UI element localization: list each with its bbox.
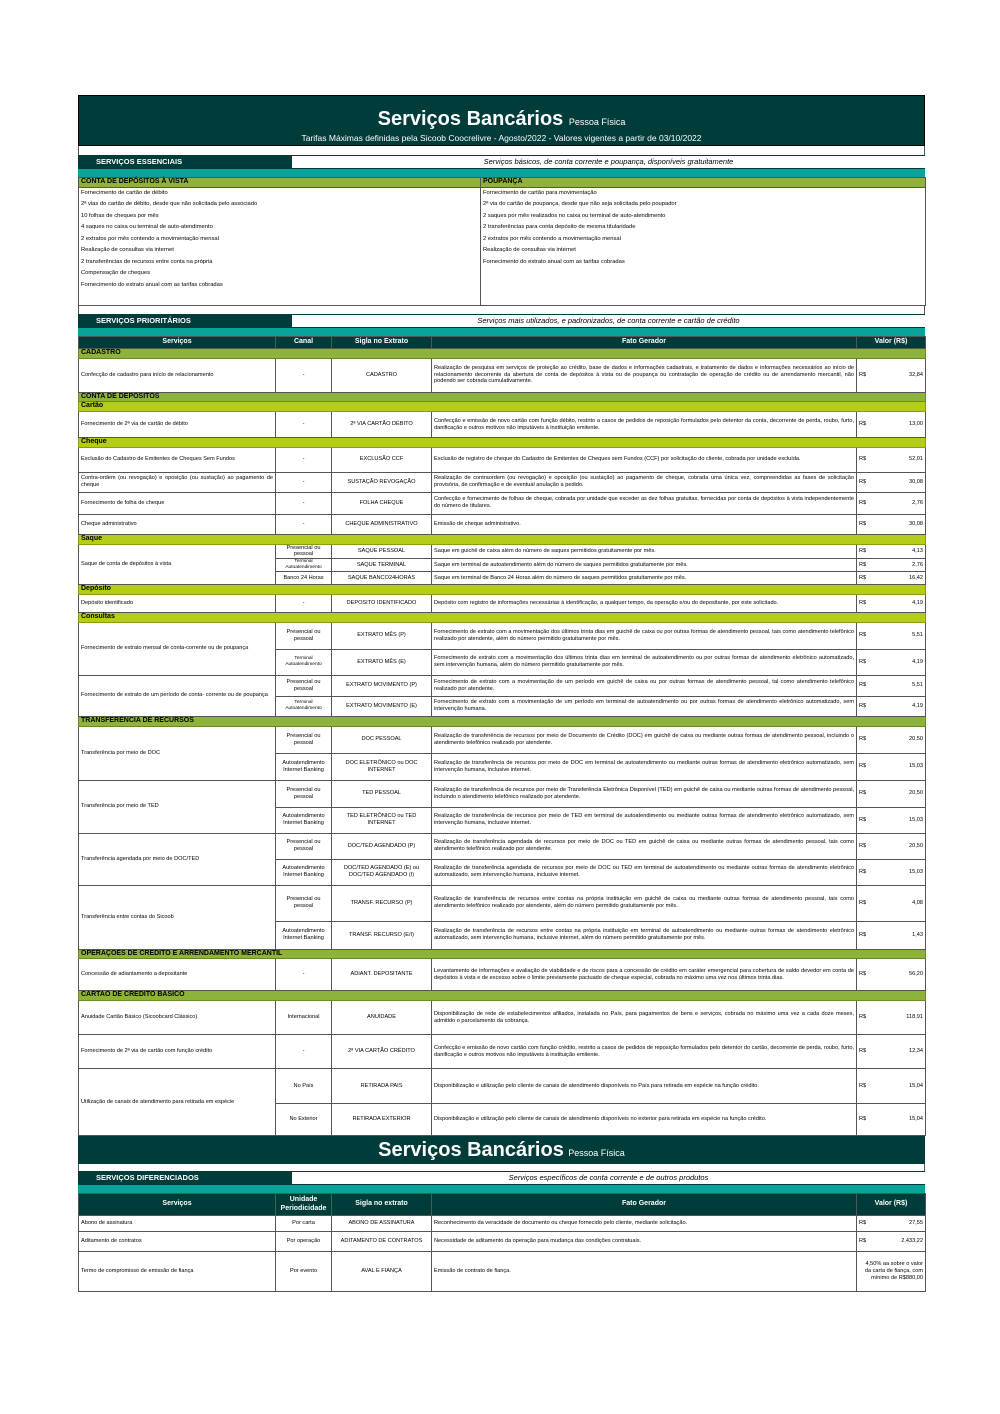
- table-row: Saque de conta de depósitos à vista Presencial ou pessoal SAQUE PESSOAL Saque em guichê de caixa além do número de saques permitidos gratuitamente por mês. R$ 4,13: [79, 544, 926, 559]
- table-row: Fornecimento de extrato de um período de conta- corrente ou de poupança Presencial ou pessoal EXTRATO MOVIMENTO (P) Fornecimento de extrato com a movimentação de um período em guichê de caixa ou por outras formas de atendimento pessoal, tal como atendimento telefônico realizado por atendente. R$ 5,51: [79, 675, 926, 696]
- diferenciados-table: Serviços Unidade Periodicidade Sigla no extrato Fato Gerador Valor (R$) Abono de assinatura Por carta ABONO DE ASSINATURA Reconhecimento da veracidade de documento ou cheque fornecido pelo cliente, mediante solicitação. R$ 27,55 Aditamento de contratos Por operação ADITAMENTO DE CONTRATOS Necessidade de aditamento da operação para mudança das condições contratuais. R$ 2.433,22 Termo de compromisso de emissão de fiança Por evento AVAL E FIANÇA Emissão de contrato de fiança. 4,50% aa sobre o valor da carta de fiança, com mínimo de R$880,00: [78, 1193, 926, 1292]
- essenciais-table: CONTA DE DEPÓSITOS À VISTA POUPANÇA Fornecimento de cartão de débito 2ª vias do cartão de débito, desde que não solicitada pelo associado 10 folhas de cheques por mês 4 saques no caixa ou terminal de auto-atendimento 2 extratos por mês contendo a movimentação mensal Realização de consultas via internet 2 transferências de recursos entre conta na própria Compensação de cheques Fornecimento do extrato anual com as tarifas cobradas Fornecimento de cartão para movimentação 2ª via do cartão de poupança, desde que não seja solicitada pelo poupador 2 saques por mês realizados no caixa ou terminal de auto-atendimento 2 transferências para conta depósito de mesma titularidade 2 extratos por mês contendo a movimentação mensal Realização de consultas via internet Fornecimento do extrato anual com as tarifas cobradas: [78, 177, 926, 306]
- table-row: Banco 24 Horas SAQUE BANCO24HORAS Saque em terminal de Banco 24 Horas além do número de saques permitidos gratuitamente por mês. R$ 16,42: [79, 572, 926, 585]
- table-row: Autoatendimento Internet Banking TED ELETRÔNICO ou TED INTERNET Realização de transferência de recursos por meio de TED em terminal de autoatendimento ou mediante outras formas de atendimento eletrônico automatizado, sem intervenção humana, inclusive internet. R$ 15,03: [79, 807, 926, 833]
- table-row: Fornecimento de 2ª via de cartão com função crédito - 2ª VIA CARTÃO CRÉDITO Confecção e emissão de novo cartão com função crédito, restrito a casos de pedidos de reposição formulados pelo detentor do cartão, decorrente de perda, roubo, furto, danificação e outros motivos não imputáveis à instituição emitente. R$ 12,34: [79, 1035, 926, 1069]
- list-poupanca: Fornecimento de cartão para movimentação 2ª via do cartão de poupança, desde que não seja solicitada pelo poupador 2 saques por mês realizados no caixa ou terminal de auto-atendimento 2 transferências para conta depósito de mesma titularidade 2 extratos por mês contendo a movimentação mensal Realização de consultas via internet Fornecimento do extrato anual com as tarifas cobradas: [481, 187, 926, 305]
- section-diferenciados: SERVIÇOS DIFERENCIADOS Serviços específicos de conta corrente e de outros produtos: [78, 1171, 925, 1185]
- table-row: Termo de compromisso de emissão de fiança Por evento AVAL E FIANÇA Emissão de contrato de fiança. 4,50% aa sobre o valor da carta de fiança, com mínimo de R$880,00: [79, 1252, 926, 1292]
- table-row: No Exterior RETIRADA EXTERIOR Disponibilização e utilização pelo cliente de canais de atendimento disponíveis no exterior para retirada em espécie na função crédito. R$ 15,04: [79, 1104, 926, 1136]
- table-row: Autoatendimento Internet Banking DOC/TED AGENDADO (E) ou DOC/TED AGENDADO (I) Realização de transferência agendada de recursos por meio de DOC ou TED em terminal de autoatendimento ou mediante outras formas de atendimento eletrônico automatizado, sem intervenção humana, inclusive internet. R$ 15,03: [79, 859, 926, 885]
- section-essenciais: SERVIÇOS ESSENCIAIS Serviços básicos, de conta corrente e poupança, disponíveis gratuitamente: [78, 155, 925, 169]
- header-banner: [78, 95, 925, 146]
- table-row: Transferência por meio de TED Presencial ou pessoal TED PESSOAL Realização de transferência de recursos por meio de Transferência Eletrônica Disponível (TED) em guichê de caixa ou mediante outras formas de atendimento pessoal, incluindo o atendimento telefônico realizado por atendente. R$ 20,50: [79, 780, 926, 807]
- prioritarios-table: Serviços Canal Sigla no Extrato Fato Gerador Valor (R$) CADASTRO Confecção de cadastro para início de relacionamento - CADASTRO Realização de pesquisa em serviços de proteção ao crédito, base de dados e informações cadastrais, e tratamento de dados e informações necessários ao início de relacionamento decorrente da abertura de conta de depósitos à vista ou de poupança ou contratação de operação de crédito ou de arrendamento mercantil, não podendo ser cobrada cumulativamente. R$ 32,84 CONTA DE DEPOSITOS Cartão Fornecimento de 2ª via de cartão de débito - 2ª VIA CARTÃO DÉBITO Confecção e emissão de novo cartão com função débito, restrito a casos de pedidos de reposição formulados pelo detentor da conta, decorrente de perda, roubo, furto, danificação e outros motivos não imputáveis à instituição emitente. R$ 13,00 Cheque Exclusão do Cadastro de Emitentes de Cheques Sem Fundos - EXCLUSÃO CCF Exclusão de registro de cheque do Cadastro de Emitentes de Cheques sem Fundos (CCF) por solicitação do cliente, cobrada por unidade excluída. R$ 52,01 Contra-ordem (ou revogação) e oposição (ou sustação) ao pagamento de cheque - SUSTAÇÃO REVOGAÇÃO Realização de contraordem (ou revogação) e oposição (ou sustação) ao pagamento de cheque, cobrada uma única vez, compreendidas as fases de solicitação provisória, de confirmação e de eventual anulação a pedido. R$ 30,08 Fornecimento de folha de cheque - FOLHA CHEQUE Confecção e fornecimento de folhas de cheque, cobrada por unidade que exceder as dez folhas gratuitas, fornecidas por conta de depósitos à vista independentemente do número de titulares. R$ 2,76 Cheque administrativo - CHEQUE ADMINISTRATIVO Emissão de cheque administrativo. R$ 30,08 Saque Saque de conta de depósitos à vista Presencial ou pessoal SAQUE PESSOAL Saque em guichê de caixa além do número de saques permitidos gratuitamente por mês. R$ 4,13 Terminal Autoatendimento SAQUE TERMINAL Saque em terminal de autoatendimento além do número de saques permitidos gratuitamente por mês. R$ 2,76 Banco 24 Horas SAQUE BANCO24HORAS Saque em terminal de Banco 24 Horas além do número de saques permitidos gratuitamente por mês. R$ 16,42 Depósito Depósito identificado - DEPOSITO IDENTIFICADO Depósito com registro de informações necessárias à identificação, a qualquer tempo, da operação e/ou do depositante, por este solicitado. R$ 4,19 Consultas Fornecimento de extrato mensal de conta-corrente ou de poupança Presencial ou pessoal EXTRATO MÊS (P) Fornecimento de extrato com a movimentação dos últimos trinta dias em guichê de caixa ou por outras formas de atendimento pessoal, tais como atendimento telefônico realizado por atendente, além do número permitido gratuitamente por mês. R$ 5,51 Terminal Autoatendimento EXTRATO MÊS (E) Fornecimento de extrato com a movimentação dos últimos trinta dias em terminal de autoatendimento ou por outras formas de atendimento eletrônico automatizado, sem intervenção humana, além do número permitido gratuitamente por mês. R$ 4,19 Fornecimento de extrato de um período de conta- corrente ou de poupança Presencial ou pessoal EXTRATO MOVIMENTO (P) Fornecimento de extrato com a movimentação de um período em guichê de caixa ou por outras formas de atendimento pessoal, tal como atendimento telefônico realizado por atendente. R$ 5,51 Terminal Autoatendimento EXTRATO MOVIMENTO (E) Fornecimento de extrato com a movimentação de um período em terminal de autoatendimento ou por outras formas de atendimento eletrônico automatizado, sem intervenção humana. R$ 4,19 TRANSFERENCIA DE RECURSOS Transferência por meio de DOC Presencial ou pessoal DOC PESSOAL Realização de transferência de recursos por meio de Documento de Crédito (DOC) em guichê de caixa ou mediante outras formas de atendimento pessoal, incluindo o atendimento telefônico realizado por atendente. R$ 20,50 Autoatendimento Internet Banking DOC ELETRÔNICO ou DOC INTERNET Realização de transferência de recursos por meio de DOC em terminal de autoatendimento ou mediante outras formas de atendimento eletrônico automatizado, sem intervenção humana, inclusive internet. R$ 15,03 Transferência por meio de TED Presencial ou pessoal TED PESSOAL Realização de transferência de recursos por meio de Transferência Eletrônica Disponível (TED) em guichê de caixa ou mediante outras formas de atendimento pessoal, incluindo o atendimento telefônico realizado por atendente. R$ 20,50 Autoatendimento Internet Banking TED ELETRÔNICO ou TED INTERNET Realização de transferência de recursos por meio de TED em terminal de autoatendimento ou mediante outras formas de atendimento eletrônico automatizado, sem intervenção humana, inclusive internet. R$ 15,03 Transferência agendada por meio de DOC/TED Presencial ou pessoal DOC/TED AGENDADO (P) Realização de transferência agendada de recursos por meio de DOC ou TED em guichê de caixa ou mediante outras formas de atendimento pessoal, tais como atendimento telefônico realizado por atendente. R$ 20,50 Autoatendimento Internet Banking DOC/TED AGENDADO (E) ou DOC/TED AGENDADO (I) Realização de transferência agendada de recursos por meio de DOC ou TED em terminal de autoatendimento ou mediante outras formas de atendimento eletrônico automatizado, sem intervenção humana, inclusive internet. R$ 15,03 Transferência entre contas do Sicoob Presencial ou pessoal TRANSF. RECURSO (P) Realização de transferência de recursos entre contas na própria instituição em guichê de caixa ou mediante outras formas de atendimento pessoal, tais como atendimento telefônico realizado por atendente, além do número permitido gratuitamente por mês. R$ 4,08 Autoatendimento Internet Banking TRANSF. RECURSO (E/I) Realização de transferência de recursos entre contas na própria instituição em terminal de autoatendimento ou mediante outras formas de atendimento eletrônico automatizado, sem intervenção humana, inclusive internet, além do número permitido gratuitamente por mês. R$ 1,43 OPERAÇOES DE CREDITO E ARRENDAMENTO MERCANTIL Concessão de adiantamento a depositante - ADIANT. DEPOSITANTE Levantamento de informações e avaliação de viabilidade e de riscos para a concessão de crédito em caráter emergencial para cobertura de saldo devedor em conta de depósitos à vista e de excesso sobre o limite previamente pactuado de cheque especial, cobrada no máximo uma vez nos últimos trinta dias. R$ 56,20 CARTAO DE CREDITO BASICO Anuidade Cartão Básico (Sicoobcard Clássico) Internacional ANUIDADE Disponibilização de rede de estabelecimentos afiliados, instalada no País, para pagamentos de bens e serviços, cobrada no máximo uma vez a cada doze meses, admitido o parcelamento da cobrança. R$ 118,91 Fornecimento de 2ª via de cartão com função crédito - 2ª VIA CARTÃO CRÉDITO Confecção e emissão de novo cartão com função crédito, restrito a casos de pedidos de reposição formulados pelo detentor do cartão, decorrente de perda, roubo, furto, danificação e outros motivos não imputáveis à instituição emitente. R$ 12,34 Utilização de canais de atendimento para retirada em espécie No País RETIRADA PAIS Disponibilização e utilização pelo cliente de canais de atendimento disponíveis no País para retirada em espécie na função crédito. R$ 15,04 No Exterior RETIRADA EXTERIOR Disponibilização e utilização pelo cliente de canais de atendimento disponíveis no exterior para retirada em espécie na função crédito. R$ 15,04: [78, 336, 926, 1136]
- page-title: Serviços Bancários: [377, 108, 564, 130]
- table-row: Fornecimento de folha de cheque - FOLHA CHEQUE Confecção e fornecimento de folhas de cheque, cobrada por unidade que exceder as dez folhas gratuitas, fornecidas por conta de depósitos à vista independentemente do número de titulares. R$ 2,76: [79, 492, 926, 514]
- table-row: Transferência entre contas do Sicoob Presencial ou pessoal TRANSF. RECURSO (P) Realização de transferência de recursos entre contas na própria instituição em guichê de caixa ou mediante outras formas de atendimento pessoal, tais como atendimento telefônico realizado por atendente, além do número permitido gratuitamente por mês. R$ 4,08: [79, 885, 926, 921]
- table-row: Cheque administrativo - CHEQUE ADMINISTRATIVO Emissão de cheque administrativo. R$ 30,08: [79, 514, 926, 534]
- table-row: Transferência agendada por meio de DOC/TED Presencial ou pessoal DOC/TED AGENDADO (P) Realização de transferência agendada de recursos por meio de DOC ou TED em guichê de caixa ou mediante outras formas de atendimento pessoal, tais como atendimento telefônico realizado por atendente. R$ 20,50: [79, 833, 926, 859]
- table-row: Confecção de cadastro para início de relacionamento - CADASTRO Realização de pesquisa em serviços de proteção ao crédito, base de dados e informações cadastrais, e tratamento de dados e informações necessários ao início de relacionamento decorrente da abertura de conta de depósitos à vista ou de poupança ou contratação de operação de crédito ou de arrendamento mercantil, não podendo ser cobrada cumulativamente. R$ 32,84: [79, 358, 926, 392]
- table-row: Exclusão do Cadastro de Emitentes de Cheques Sem Fundos - EXCLUSÃO CCF Exclusão de registro de cheque do Cadastro de Emitentes de Cheques sem Fundos (CCF) por solicitação do cliente, cobrada por unidade excluída. R$ 52,01: [79, 447, 926, 472]
- list-conta-deposito: Fornecimento de cartão de débito 2ª vias do cartão de débito, desde que não solicitada pelo associado 10 folhas de cheques por mês 4 saques no caixa ou terminal de auto-atendimento 2 extratos por mês contendo a movimentação mensal Realização de consultas via internet 2 transferências de recursos entre conta na própria Compensação de cheques Fornecimento do extrato anual com as tarifas cobradas: [79, 187, 481, 305]
- table-row: Anuidade Cartão Básico (Sicoobcard Clássico) Internacional ANUIDADE Disponibilização de rede de estabelecimentos afiliados, instalada no País, para pagamentos de bens e serviços, cobrada no máximo uma vez a cada doze meses, admitido o parcelamento da cobrança. R$ 118,91: [79, 1001, 926, 1035]
- table-row: Terminal Autoatendimento SAQUE TERMINAL Saque em terminal de autoatendimento além do número de saques permitidos gratuitamente por mês. R$ 2,76: [79, 559, 926, 572]
- table-row: Concessão de adiantamento a depositante - ADIANT. DEPOSITANTE Levantamento de informações e avaliação de viabilidade e de riscos para a concessão de crédito em caráter emergencial para cobertura de saldo devedor em conta de depósitos à vista e de excesso sobre o limite previamente pactuado de cheque especial, cobrada no máximo uma vez nos últimos trinta dias. R$ 56,20: [79, 959, 926, 991]
- table-row: Aditamento de contratos Por operação ADITAMENTO DE CONTRATOS Necessidade de aditamento da operação para mudança das condições contratuais. R$ 2.433,22: [79, 1232, 926, 1252]
- table-row: Autoatendimento Internet Banking TRANSF. RECURSO (E/I) Realização de transferência de recursos entre contas na própria instituição em terminal de autoatendimento ou mediante outras formas de atendimento eletrônico automatizado, sem intervenção humana, inclusive internet, além do número permitido gratuitamente por mês. R$ 1,43: [79, 921, 926, 949]
- tariff-sheet: [78, 95, 925, 1292]
- table-row: Depósito identificado - DEPOSITO IDENTIFICADO Depósito com registro de informações necessárias à identificação, a qualquer tempo, da operação e/ou do depositante, por este solicitado. R$ 4,19: [79, 595, 926, 613]
- table-row: Contra-ordem (ou revogação) e oposição (ou sustação) ao pagamento de cheque - SUSTAÇÃO REVOGAÇÃO Realização de contraordem (ou revogação) e oposição (ou sustação) ao pagamento de cheque, cobrada uma única vez, compreendidas as fases de solicitação provisória, de confirmação e de eventual anulação a pedido. R$ 30,08: [79, 472, 926, 492]
- second-banner: Serviços Bancários Pessoa Física: [78, 1136, 925, 1164]
- page-subtitle: Pessoa Física: [568, 117, 626, 127]
- header-note: Tarifas Máximas definidas pela Sicoob Coocrelivre - Agosto/2022 - Valores vigentes a partir de 03/10/2022: [301, 133, 702, 143]
- table-row: Fornecimento de 2ª via de cartão de débito - 2ª VIA CARTÃO DÉBITO Confecção e emissão de novo cartão com função débito, restrito a casos de pedidos de reposição formulados pelo detentor da conta, decorrente de perda, roubo, furto, danificação e outros motivos não imputáveis à instituição emitente. R$ 13,00: [79, 412, 926, 438]
- table-row: Utilização de canais de atendimento para retirada em espécie No País RETIRADA PAIS Disponibilização e utilização pelo cliente de canais de atendimento disponíveis no País para retirada em espécie na função crédito. R$ 15,04: [79, 1069, 926, 1104]
- table-row: Autoatendimento Internet Banking DOC ELETRÔNICO ou DOC INTERNET Realização de transferência de recursos por meio de DOC em terminal de autoatendimento ou mediante outras formas de atendimento eletrônico automatizado, sem intervenção humana, inclusive internet. R$ 15,03: [79, 753, 926, 780]
- table-row: Abono de assinatura Por carta ABONO DE ASSINATURA Reconhecimento da veracidade de documento ou cheque fornecido pelo cliente, mediante solicitação. R$ 27,55: [79, 1216, 926, 1232]
- table-row: Terminal Autoatendimento EXTRATO MÊS (E) Fornecimento de extrato com a movimentação dos últimos trinta dias em terminal de autoatendimento ou por outras formas de atendimento eletrônico automatizado, sem intervenção humana, além do número permitido gratuitamente por mês. R$ 4,19: [79, 649, 926, 675]
- table-row: Fornecimento de extrato mensal de conta-corrente ou de poupança Presencial ou pessoal EXTRATO MÊS (P) Fornecimento de extrato com a movimentação dos últimos trinta dias em guichê de caixa ou por outras formas de atendimento pessoal, tais como atendimento telefônico realizado por atendente, além do número permitido gratuitamente por mês. R$ 5,51: [79, 622, 926, 649]
- table-row: Terminal Autoatendimento EXTRATO MOVIMENTO (E) Fornecimento de extrato com a movimentação de um período em terminal de autoatendimento ou por outras formas de atendimento eletrônico automatizado, sem intervenção humana. R$ 4,19: [79, 696, 926, 716]
- section-prioritarios: SERVIÇOS PRIORITÁRIOS Serviços mais utilizados, e padronizados, de conta corrente e cartão de crédito: [78, 314, 925, 328]
- table-row: Transferência por meio de DOC Presencial ou pessoal DOC PESSOAL Realização de transferência de recursos por meio de Documento de Crédito (DOC) em guichê de caixa ou mediante outras formas de atendimento pessoal, incluindo o atendimento telefônico realizado por atendente. R$ 20,50: [79, 726, 926, 753]
